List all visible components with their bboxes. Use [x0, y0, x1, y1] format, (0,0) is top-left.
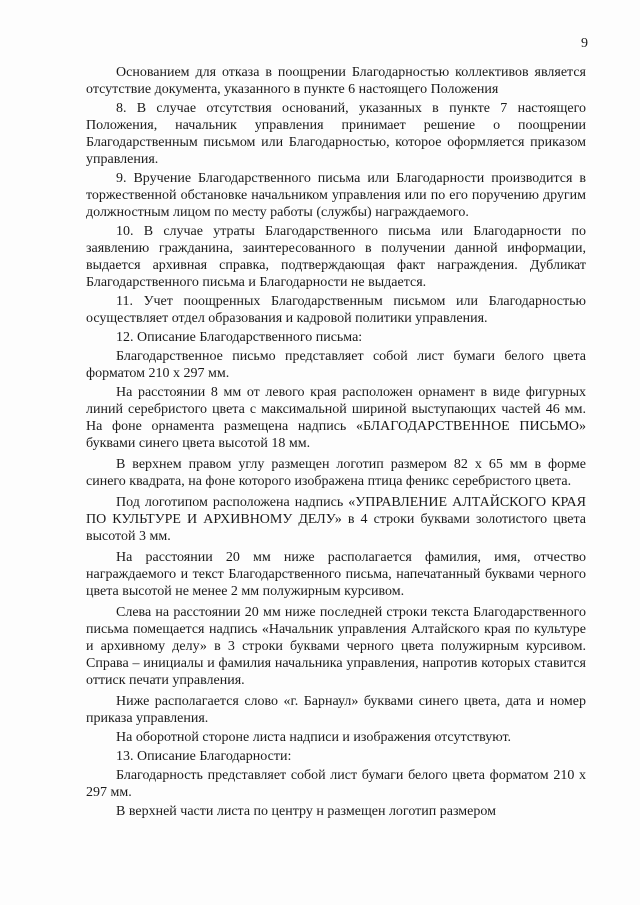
document-body: [86, 64, 586, 822]
paragraph-refusal-basis: Основанием для отказа в поощрении Благодарностью коллективов является отсутствие документа, указанного в пункте 6 настоящего Положения: [86, 65, 586, 97]
paragraph-logo: В верхнем правом углу размещен логотип размером 82 х 65 мм в форме синего квадрата, на фоне которого изображена птица феникс серебристого цвета.: [86, 457, 586, 489]
paragraph-reverse-side: На оборотной стороне листа надписи и изображения отсутствуют.: [116, 730, 512, 745]
paragraph-gratitude-format: Благодарность представляет собой лист бумаги белого цвета форматом 210 х 297 мм.: [86, 768, 586, 800]
paragraph-logo-caption: Под логотипом расположена надпись «УПРАВЛЕНИЕ АЛТАЙСКОГО КРАЯ ПО КУЛЬТУРЕ И АРХИВНОМУ ДЕЛУ» в 4 строки буквами золотистого цвета высотой 3 мм.: [86, 495, 586, 544]
paragraph-item-9: 9. Вручение Благодарственного письма или Благодарности производится в торжественной обстановке начальником управления или по его поручению другим должностным лицом по месту работы (службы) награждаемого.: [86, 171, 586, 220]
paragraph-recipient-text: На расстоянии 20 мм ниже располагается фамилия, имя, отчество награждаемого и текст Благодарственного письма, напечатанный буквами черного цвета высотой не менее 2 мм полужирным курсивом.: [86, 550, 586, 599]
paragraph-gratitude-logo: В верхней части листа по центру н размещен логотип размером: [116, 804, 496, 819]
paragraph-item-13-heading: 13. Описание Благодарности:: [116, 749, 292, 764]
paragraph-city-date: Ниже располагается слово «г. Барнаул» буквами синего цвета, дата и номер приказа управления.: [86, 694, 586, 726]
paragraph-item-8: 8. В случае отсутствия оснований, указанных в пункте 7 настоящего Положения, начальник управления принимает решение о поощрении Благодарственным письмом или Благодарностью, которое оформляется приказом управления.: [86, 101, 586, 167]
paragraph-ornament: На расстоянии 8 мм от левого края расположен орнамент в виде фигурных линий серебристого цвета с максимальной шириной выступающих частей 46 мм. На фоне орнамента размещена надпись «БЛАГОДАРСТВЕННОЕ ПИСЬМО» буквами синего цвета высотой 18 мм.: [86, 385, 586, 451]
paragraph-item-12-heading: 12. Описание Благодарственного письма:: [116, 330, 363, 345]
paragraph-item-10: 10. В случае утраты Благодарственного письма или Благодарности по заявлению гражданина, заинтересованного в получении данной информации, выдается архивная справка, подтверждающая факт награждения. Дубликат Благодарственного письма и Благодарности не выдается.: [86, 224, 586, 290]
paragraph-letter-format: Благодарственное письмо представляет собой лист бумаги белого цвета форматом 210 х 297 мм.: [86, 349, 586, 381]
page-number: 9: [581, 36, 588, 51]
paragraph-item-11: 11. Учет поощренных Благодарственным письмом или Благодарностью осуществляет отдел образования и кадровой политики управления.: [86, 294, 586, 326]
paragraph-signature: Слева на расстоянии 20 мм ниже последней строки текста Благодарственного письма помещается надпись «Начальник управления Алтайского края по культуре и архивному делу» в 3 строки буквами черного цвета полужирным курсивом. Справа – инициалы и фамилия начальника управления, напротив которых ставится оттиск печати управления.: [86, 605, 586, 688]
